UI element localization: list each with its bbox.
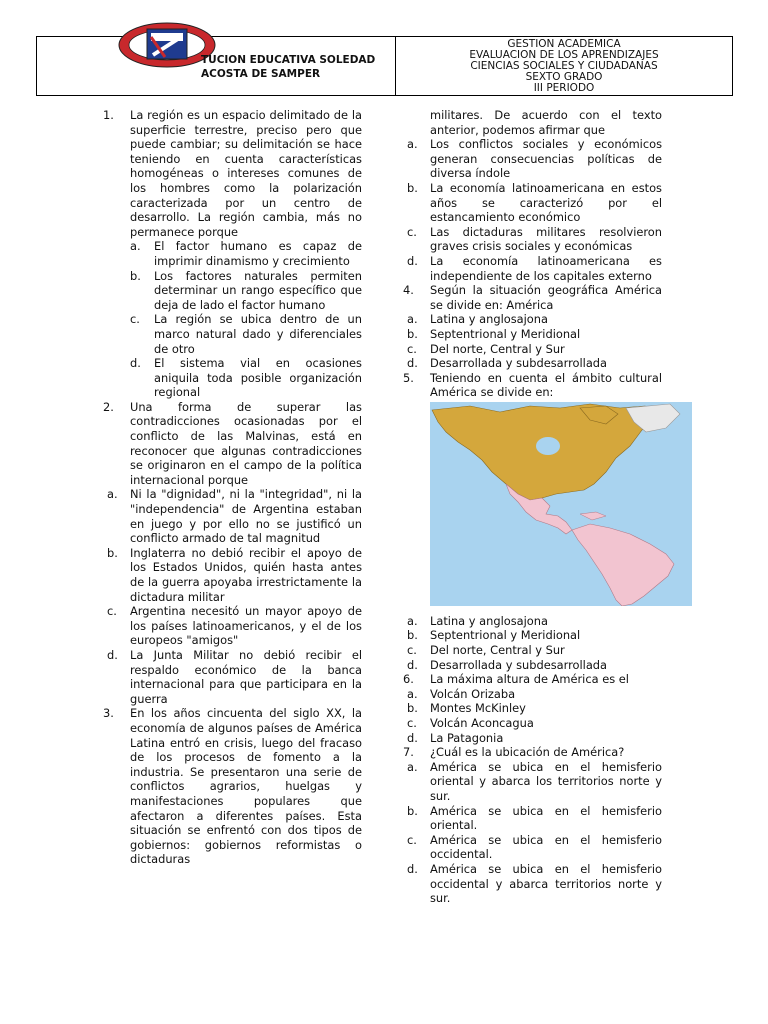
option[interactable] (407, 643, 662, 658)
exam-info-line: EVALUACION DE LOS APRENDIZAJES (469, 49, 659, 61)
question-number: 5. (403, 370, 414, 385)
option-text: La Patagonia (430, 730, 504, 745)
option-text: La región se ubica dentro de un marco natural dado y diferenciales de otro (154, 312, 362, 356)
question-number: 2. (103, 399, 114, 414)
option-text: América se ubica en el hemisferio oriental y abarca los territorios norte y sur. (430, 759, 662, 803)
option[interactable] (407, 730, 662, 746)
school-name-line2: ACOSTA DE SAMPER (201, 68, 321, 80)
exam-info-line: III PERIODO (533, 82, 595, 94)
option-letter: a. (107, 487, 118, 502)
option-text: La economía latinoamericana en estos años se caracterizó por el estancamiento económico (430, 180, 662, 225)
option[interactable] (130, 268, 362, 313)
option-text: Desarrollada y subdesarrollada (430, 356, 608, 371)
option-letter: b. (107, 545, 118, 560)
option[interactable] (107, 647, 362, 706)
option[interactable] (130, 356, 362, 400)
option[interactable] (407, 613, 662, 629)
option[interactable] (407, 861, 662, 906)
option-text: Desarrollada y subdesarrollada (430, 657, 608, 672)
option[interactable] (107, 487, 362, 546)
option-text: Las dictaduras militares resolvieron graves crisis sociales y económicas (430, 224, 662, 254)
exam-info (396, 39, 732, 94)
option-text: América se ubica en el hemisferio occidental y abarca territorios norte y sur. (430, 861, 662, 906)
option-text: El factor humano es capaz de imprimir dinamismo y crecimiento (154, 239, 362, 268)
option-letter: b. (407, 180, 418, 195)
option-letter: d. (107, 647, 118, 662)
question-text: En los años cincuenta del siglo XX, la economía de algunos países de América Latina entró en crisis, luego del fracaso de los procesos de fomento a la industria. Se presentaron una serie de conflictos agrarios, huelgas y manifestaciones populares que afectaron a diferentes países. Esta situación se enfrentó con dos tipos de gobiernos: gobiernos reformistas o dictaduras (130, 706, 362, 867)
option-text: Septentrional y Meridional (430, 628, 581, 643)
option-text: La Junta Militar no debió recibir el respaldo económico de la banca internacional para que participara en la guerra (130, 647, 362, 706)
option-text: Del norte, Central y Sur (430, 341, 565, 356)
option[interactable] (107, 604, 362, 648)
question-number: 6. (403, 672, 414, 687)
option-text: Del norte, Central y Sur (430, 643, 565, 658)
question-3-continued: militares. De acuerdo con el texto anterior, podemos afirmar que (430, 108, 662, 137)
option[interactable] (107, 545, 362, 604)
option-letter: a. (407, 759, 418, 774)
option-text: América se ubica en el hemisferio oriental. (430, 803, 662, 833)
option[interactable] (407, 137, 662, 181)
option-letter: d. (407, 253, 418, 268)
option-text: La economía latinoamericana es independiente de los capitales externo (430, 253, 662, 283)
option-text: Montes McKinley (430, 701, 526, 716)
exam-info-line: GESTION ACADEMICA (507, 38, 621, 50)
option-letter: c. (130, 312, 140, 327)
left-column (103, 108, 362, 867)
option-text: Latina y anglosajona (430, 312, 548, 327)
school-name-line1: TUCION EDUCATIVA SOLEDAD (201, 54, 376, 66)
option-letter: d. (407, 730, 418, 745)
question-text: Una forma de superar las contradicciones ocasionadas por el conflicto de las Malvinas, está en reconocer que algunas contradicciones se originaron en el campo de la política internacional porque (130, 399, 362, 487)
option[interactable] (407, 803, 662, 833)
option-letter: b. (407, 701, 418, 716)
option-letter: d. (407, 861, 418, 876)
question-2 (103, 399, 362, 488)
option-letter: d. (130, 356, 141, 371)
option-letter: c. (407, 716, 417, 731)
option[interactable] (407, 312, 662, 327)
question-number: 1. (103, 108, 114, 122)
question-4 (403, 283, 662, 312)
question-3 (103, 706, 362, 867)
option-letter: b. (407, 326, 418, 341)
option-text: Volcán Orizaba (430, 686, 516, 701)
question-number: 4. (403, 283, 414, 298)
option-text: Argentina necesitó un mayor apoyo de los países latinoamericanos, y el de los europeos "amigos" (130, 604, 362, 648)
question-text: La máxima altura de América es el (430, 672, 629, 687)
option[interactable] (407, 180, 662, 225)
option[interactable] (407, 716, 662, 731)
option[interactable] (407, 326, 662, 342)
option-letter: c. (407, 341, 417, 356)
option[interactable] (130, 239, 362, 268)
option-text: Volcán Aconcagua (430, 716, 534, 731)
option[interactable] (407, 356, 662, 371)
option-letter: a. (407, 613, 418, 628)
option-letter: b. (130, 268, 141, 283)
option-letter: b. (407, 628, 418, 643)
question-text: ¿Cuál es la ubicación de América? (430, 745, 625, 760)
option-text: Latina y anglosajona (430, 613, 548, 628)
right-column (403, 108, 662, 906)
option[interactable] (407, 341, 662, 357)
option-text: Septentrional y Meridional (430, 326, 581, 341)
option-text: El sistema vial en ocasiones aniquila toda posible organización regional (154, 356, 362, 400)
option[interactable] (407, 686, 662, 702)
option[interactable] (407, 224, 662, 254)
option[interactable] (407, 832, 662, 862)
option-letter: d. (407, 657, 418, 672)
document-header (36, 36, 733, 96)
option-text: Ni la "dignidad", ni la "integridad", ni la "independencia" de Argentina estaban en juego y por ello no se justificó un conflicto armado de tal magnitud (130, 487, 362, 546)
option-letter: c. (407, 224, 417, 239)
exam-info-line: CIENCIAS SOCIALES Y CIUDADANAS (470, 60, 658, 72)
option-letter: a. (407, 686, 418, 701)
question-text: Según la situación geográfica América se divide en: América (430, 283, 662, 312)
americas-map (430, 402, 692, 606)
option-letter: c. (407, 643, 417, 658)
question-7 (403, 745, 662, 760)
option[interactable] (407, 759, 662, 804)
option-letter: a. (407, 137, 418, 152)
option-text: América se ubica en el hemisferio occidental. (430, 832, 662, 862)
option-letter: b. (407, 803, 418, 818)
question-text: Teniendo en cuenta el ámbito cultural América se divide en: (430, 370, 662, 400)
option[interactable] (407, 628, 662, 643)
question-5 (403, 370, 662, 400)
option-text: Los conflictos sociales y económicos generan consecuencias políticas de diversa índole (430, 137, 662, 181)
option[interactable] (407, 657, 662, 673)
option[interactable] (407, 701, 662, 716)
option-letter: c. (107, 604, 117, 619)
option[interactable] (130, 312, 362, 356)
option-text: Los factores naturales permiten determinar un rango específico que deja de lado el factor humano (154, 268, 362, 312)
option[interactable] (407, 253, 662, 283)
question-text: La región es un espacio delimitado de la superficie terrestre, preciso pero que puede cambiar; su delimitación se hace teniendo en cuenta características homogéneas o intereses comunes de los hombres como la polarización caracterizada por un centro de desarrollo. La región cambia, más no permanece porque (130, 108, 362, 239)
question-6 (403, 672, 662, 687)
option-letter: c. (407, 832, 417, 847)
school-name (201, 53, 375, 81)
option-text: Inglaterra no debió recibir el apoyo de los Estados Unidos, quién hasta antes de la guerra apoyaba irrestrictamente la dictadura militar (130, 545, 362, 604)
exam-info-line: SEXTO GRADO (525, 71, 603, 83)
option-letter: a. (130, 239, 141, 254)
question-1 (103, 108, 362, 239)
question-number: 3. (103, 706, 114, 721)
option-letter: d. (407, 356, 418, 371)
question-number: 7. (403, 745, 414, 760)
option-letter: a. (407, 312, 418, 327)
